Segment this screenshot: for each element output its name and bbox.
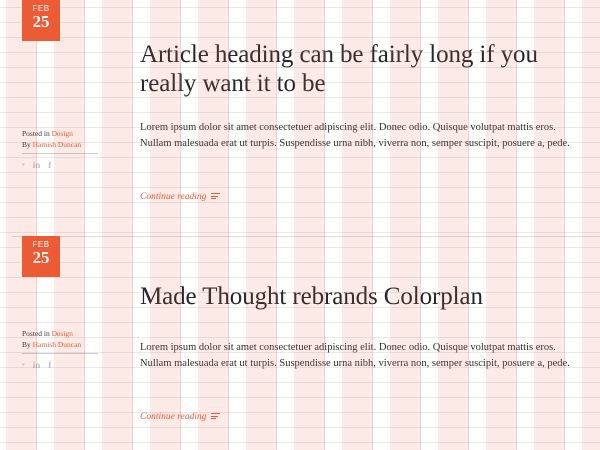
twitter-icon[interactable]: ᵛ xyxy=(22,360,25,370)
date-badge-notch xyxy=(22,33,60,41)
linkedin-icon[interactable]: in xyxy=(32,360,41,370)
arrow-bars-icon xyxy=(211,413,220,421)
post-date-month: FEB xyxy=(32,4,50,13)
social-share-bar xyxy=(22,360,130,370)
post-category-row xyxy=(22,128,130,139)
meta-divider xyxy=(22,353,98,354)
by-label: By xyxy=(22,340,31,349)
posted-in-label: Posted in xyxy=(22,129,50,138)
post-date-badge xyxy=(22,236,60,277)
post-excerpt: Lorem ipsum dolor sit amet consectetuer adipiscing elit. Donec odio. Quisque volutpat mattis eros. Nullam malesuada erat ut turpis. Suspendisse urna nibh, viverra non, semper suscipit, posuere a, pede. xyxy=(140,122,570,149)
post-date-day: 25 xyxy=(32,248,50,267)
post-headline[interactable]: Made Thought rebrands Colorplan xyxy=(140,283,483,310)
facebook-icon[interactable]: f xyxy=(48,360,52,370)
post-date-badge xyxy=(22,0,60,41)
by-label: By xyxy=(22,140,31,149)
post-author-link[interactable]: Hamish Duncan xyxy=(32,140,82,149)
continue-reading-label: Continue reading xyxy=(140,192,207,202)
post-category-link[interactable]: Design xyxy=(51,129,73,138)
post-category-link[interactable]: Design xyxy=(51,329,73,338)
continue-reading-label: Continue reading xyxy=(140,412,207,422)
post-author-row xyxy=(22,339,130,350)
meta-divider xyxy=(22,153,98,154)
facebook-icon[interactable]: f xyxy=(48,160,52,170)
date-badge-notch xyxy=(22,269,60,277)
social-share-bar xyxy=(22,160,130,170)
post-date-month: FEB xyxy=(32,240,50,249)
twitter-icon[interactable]: ᵛ xyxy=(22,160,25,170)
post-headline[interactable]: Article heading can be fairly long if you really want it to be xyxy=(140,41,538,97)
post-author-link[interactable]: Hamish Duncan xyxy=(32,340,82,349)
arrow-bars-icon xyxy=(211,193,220,201)
posted-in-label: Posted in xyxy=(22,329,50,338)
post-author-row xyxy=(22,139,130,150)
post-separator xyxy=(12,236,600,237)
continue-reading-link[interactable] xyxy=(140,412,220,422)
post-excerpt: Lorem ipsum dolor sit amet consectetuer adipiscing elit. Donec odio. Quisque volutpat mattis eros. Nullam malesuada erat ut turpis. Suspendisse urna nibh, viverra non, semper suscipit, posuere a, pede. xyxy=(140,342,570,369)
post-date-day: 25 xyxy=(32,12,50,31)
post-meta xyxy=(22,328,130,370)
post-meta xyxy=(22,128,130,170)
post-category-row xyxy=(22,328,130,339)
post-item xyxy=(0,236,600,450)
linkedin-icon[interactable]: in xyxy=(32,160,41,170)
continue-reading-link[interactable] xyxy=(140,192,220,202)
